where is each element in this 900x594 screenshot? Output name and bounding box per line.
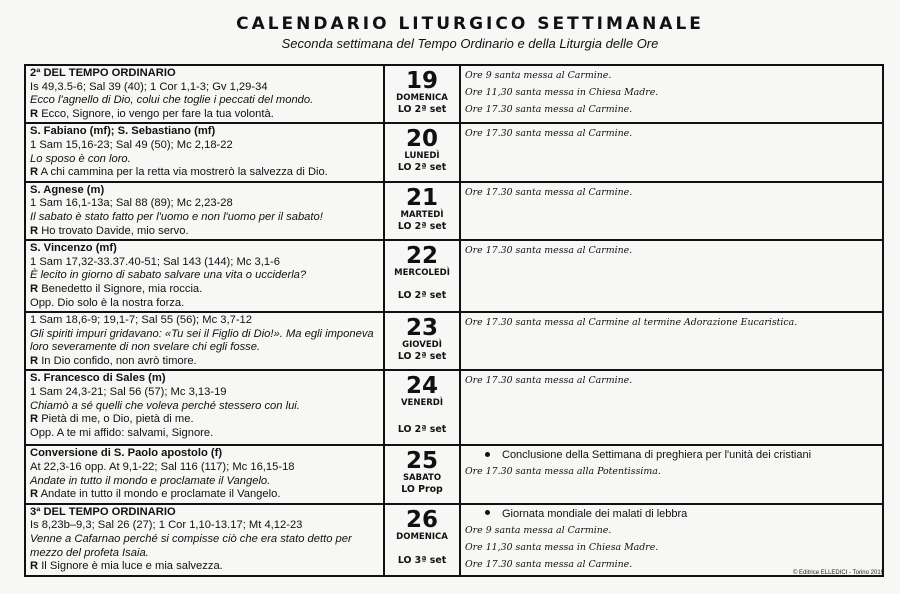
response-text: Ecco, Signore, io vengo per fare la tua volontà. (41, 107, 274, 120)
psalter-week: LO 2ª set (397, 104, 447, 115)
calendar-row (25, 504, 883, 576)
calendar-row (25, 445, 883, 503)
calendar-body (25, 65, 883, 576)
events-cell (460, 123, 883, 181)
liturgy-cell (25, 312, 384, 370)
liturgy-cell (25, 123, 384, 181)
response (30, 560, 379, 574)
antiphon: Lo sposo è con loro. (30, 152, 131, 165)
liturgy-cell (25, 65, 384, 123)
mass-event: Ore 17.30 santa messa al Carmine. (465, 245, 633, 257)
mass-event: Ore 17.30 santa messa al Carmine. (465, 558, 633, 570)
copyright-footer: © Editrice ELLEDICI - Torino 2019 (792, 570, 884, 576)
response-text: Il Signore è mia luce e mia salvezza. (41, 560, 223, 573)
page-subtitle: Seconda settimana del Tempo Ordinario e della Liturgia delle Ore (281, 36, 659, 51)
psalter-week: LO Prop (401, 484, 443, 496)
response (30, 225, 379, 239)
response-mark: R (30, 107, 39, 120)
calendar-row (25, 123, 883, 181)
response-mark: R (30, 282, 39, 295)
day-cell (384, 65, 460, 123)
liturgy-cell (25, 504, 384, 576)
psalter-week: LO 2ª set (397, 290, 447, 302)
response-mark: R (30, 166, 39, 179)
events-cell (460, 504, 883, 576)
day-number: 26 (405, 506, 438, 533)
psalter-week: LO 2ª set (397, 162, 447, 174)
response-text: Andate in tutto il mondo e proclamate il Vangelo. (40, 488, 281, 501)
calendar-row (25, 312, 883, 370)
response-alternative: Opp. A te mi affido: salvami, Signore. (30, 426, 214, 439)
events-cell (460, 182, 883, 240)
mass-event: Ore 17.30 santa messa al Carmine. (465, 186, 633, 198)
liturgy-cell (25, 182, 384, 240)
event-bullet (465, 447, 878, 463)
bullet-icon (485, 510, 490, 515)
feast-name: S. Francesco di Sales (m) (30, 372, 166, 385)
events-cell (460, 370, 883, 445)
mass-event: Ore 9 santa messa al Carmine. (465, 524, 612, 536)
feast-name: 3ª DEL TEMPO ORDINARIO (30, 505, 176, 518)
weekday-name: LUNEDÌ (404, 151, 440, 162)
antiphon: Andate in tutto il mondo e proclamate il Vangelo. (30, 474, 271, 487)
response (30, 166, 379, 180)
day-number: 22 (405, 243, 438, 270)
psalter-week: LO 2ª set (397, 424, 447, 436)
response-alternative: Opp. Dio solo è la nostra forza. (30, 296, 185, 309)
response (30, 355, 379, 369)
antiphon: È lecito in giorno di sabato salvare una vita o ucciderla? (30, 269, 307, 282)
response-text: Pietà di me, o Dio, pietà di me. (41, 413, 194, 426)
response (30, 488, 379, 502)
response-mark: R (30, 413, 39, 426)
weekday-name: DOMENICA (396, 93, 448, 103)
response-text: Benedetto il Signore, mia roccia. (41, 282, 203, 295)
antiphon: Il sabato è stato fatto per l'uomo e non l'uomo per il sabato! (30, 210, 323, 223)
weekday-name: GIOVEDÌ (402, 340, 442, 351)
response-mark: R (30, 224, 39, 237)
mass-event: Ore 17.30 santa messa al Carmine. (465, 104, 633, 115)
mass-event: Ore 11,30 santa messa in Chiesa Madre. (465, 541, 659, 553)
mass-event: Ore 17.30 santa messa alla Potentissima. (465, 466, 661, 478)
weekday-name: VENERDÌ (400, 398, 444, 409)
feast-name: Conversione di S. Paolo apostolo (f) (30, 447, 223, 460)
calendar-row (25, 370, 883, 445)
events-cell (460, 65, 883, 123)
day-number: 21 (405, 184, 438, 211)
day-cell (384, 504, 460, 576)
calendar-row (25, 240, 883, 312)
response-text: A chi cammina per la retta via mostrerò la salvezza di Dio. (40, 166, 328, 179)
day-cell (384, 123, 460, 181)
day-number: 24 (405, 373, 438, 400)
response-text: Ho trovato Davide, mio servo. (41, 224, 189, 237)
day-number: 20 (405, 126, 438, 153)
day-number: 23 (405, 315, 438, 342)
feast-name: S. Agnese (m) (30, 183, 105, 196)
feast-name: S. Vincenzo (mf) (30, 242, 117, 255)
readings: Is 8,23b–9,3; Sal 26 (27); 1 Cor 1,10-13.17; Mt 4,12-23 (30, 519, 303, 532)
bullet-text: Conclusione della Settimana di preghiera per l'unità dei cristiani (502, 449, 812, 462)
response-mark: R (30, 488, 39, 501)
header (0, 14, 900, 51)
psalter-week: LO 2ª set (397, 351, 447, 363)
day-cell (384, 445, 460, 503)
response (30, 108, 379, 122)
events-cell (460, 445, 883, 503)
mass-event: Ore 11,30 santa messa in Chiesa Madre. (465, 87, 659, 98)
liturgy-cell (25, 370, 384, 445)
day-cell (384, 240, 460, 312)
response-mark: R (30, 354, 39, 367)
response-text: In Dio confido, non avrò timore. (41, 354, 197, 367)
bullet-text: Giornata mondiale dei malati di lebbra (502, 507, 688, 520)
weekday-name: DOMENICA (396, 531, 448, 542)
weekday-name: MARTEDÌ (400, 209, 444, 220)
liturgy-cell (25, 240, 384, 312)
day-number: 25 (405, 448, 438, 475)
readings: At 22,3-16 opp. At 9,1-22; Sal 116 (117); Mc 16,15-18 (30, 461, 295, 474)
events-cell (460, 312, 883, 370)
response (30, 413, 379, 427)
readings: 1 Sam 15,16-23; Sal 49 (50); Mc 2,18-22 (30, 138, 233, 151)
day-cell (384, 182, 460, 240)
antiphon: Venne a Cafarnao perché si compisse ciò che era stato detto per mezzo del profeta Isaia. (30, 533, 352, 559)
page-title: CALENDARIO LITURGICO SETTIMANALE (236, 14, 704, 34)
feast-name: 2ª DEL TEMPO ORDINARIO (30, 67, 176, 79)
mass-event: Ore 17.30 santa messa al Carmine. (465, 128, 633, 140)
readings: Is 49,3.5-6; Sal 39 (40); 1 Cor 1,1-3; Gv 1,29-34 (30, 80, 268, 93)
day-cell (384, 312, 460, 370)
weekday-name: MERCOLEDÌ (394, 268, 450, 279)
response-mark: R (30, 560, 39, 573)
weekday-name: SABATO (402, 473, 442, 484)
antiphon: Gli spiriti impuri gridavano: «Tu sei il Figlio di Dio!». Ma egli imponeva loro severamente di non svelare chi egli fosse. (30, 327, 374, 354)
feast-name: S. Fabiano (mf); S. Sebastiano (mf) (30, 125, 216, 138)
antiphon: Chiamò a sé quelli che voleva perché stessero con lui. (30, 399, 300, 412)
mass-event: Ore 9 santa messa al Carmine. (465, 70, 612, 81)
calendar-table (24, 64, 884, 577)
day-cell (384, 370, 460, 445)
mass-event: Ore 17.30 santa messa al Carmine. (465, 375, 633, 387)
liturgy-cell (25, 445, 384, 503)
day-number: 19 (405, 68, 438, 94)
response (30, 283, 379, 297)
events-cell (460, 240, 883, 312)
event-bullet (465, 506, 878, 522)
calendar-row (25, 182, 883, 240)
antiphon: Ecco l'agnello di Dio, colui che toglie i peccati del mondo. (30, 94, 314, 107)
psalter-week: LO 2ª set (397, 220, 447, 232)
calendar-row (25, 65, 883, 123)
bullet-icon (485, 452, 490, 457)
readings: 1 Sam 24,3-21; Sal 56 (57); Mc 3,13-19 (30, 386, 227, 399)
readings: 1 Sam 18,6-9; 19,1-7; Sal 55 (56); Mc 3,7-12 (30, 314, 253, 327)
psalter-week: LO 3ª set (397, 554, 447, 566)
readings: 1 Sam 17,32-33.37.40-51; Sal 143 (144); Mc 3,1-6 (30, 255, 281, 268)
readings: 1 Sam 16,1-13a; Sal 88 (89); Mc 2,23-28 (30, 197, 233, 210)
mass-event: Ore 17.30 santa messa al Carmine al termine Adorazione Eucaristica. (465, 317, 798, 329)
